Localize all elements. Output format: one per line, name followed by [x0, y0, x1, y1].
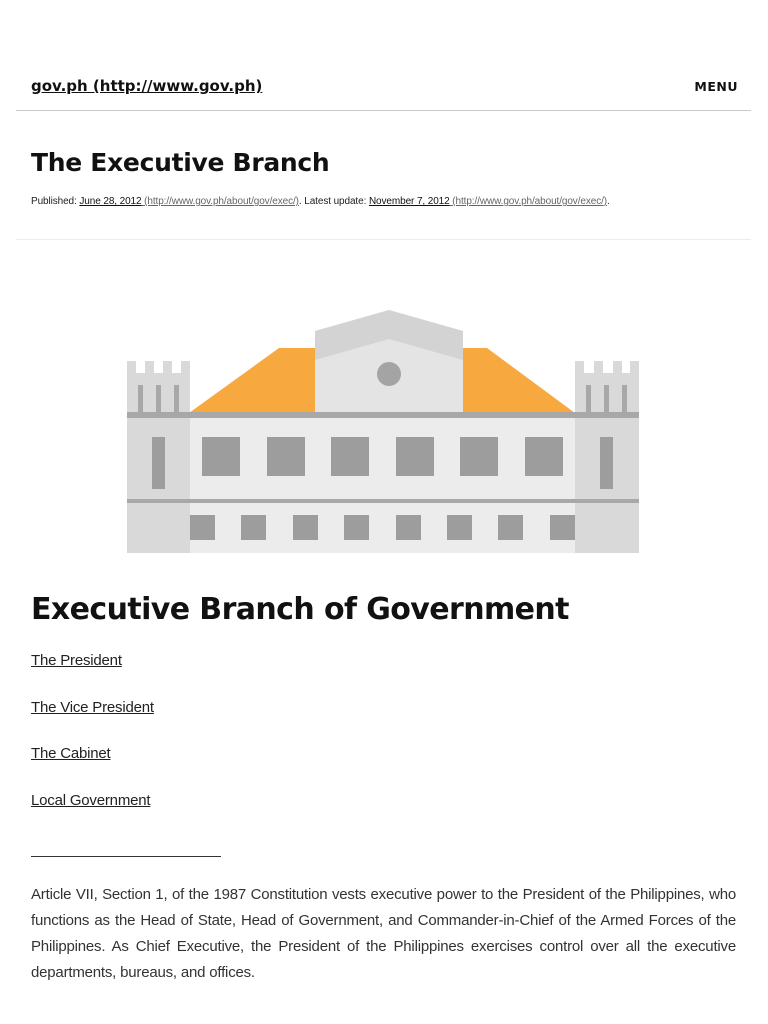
left-roof [189, 348, 315, 413]
link-local-government[interactable]: Local Government [31, 792, 151, 809]
link-the-vice-president[interactable]: The Vice President [31, 699, 154, 716]
pediment-window [377, 362, 401, 386]
lower-cornice [127, 499, 639, 503]
published-label: Published: [31, 196, 80, 207]
site-header [16, 0, 751, 111]
header-divider [16, 239, 751, 240]
upper-cornice [127, 412, 639, 418]
link-the-cabinet[interactable]: The Cabinet [31, 745, 111, 762]
published-url[interactable]: (http://www.gov.ph/about/gov/exec/) [141, 196, 299, 207]
publish-meta [31, 196, 610, 207]
section-title: Executive Branch of Government [31, 592, 569, 627]
meta-end: . [607, 196, 610, 207]
link-the-president[interactable]: The President [31, 652, 122, 669]
site-home-link[interactable]: gov.ph (http://www.gov.ph) [31, 77, 263, 95]
latest-update-date-link[interactable]: November 7, 2012 [368, 196, 450, 207]
latest-update-label: . Latest update: [298, 196, 369, 207]
published-date-link[interactable]: June 28, 2012 [79, 196, 142, 207]
government-building-icon [127, 309, 639, 555]
right-roof [463, 348, 575, 413]
menu-button[interactable]: MENU [694, 79, 738, 94]
latest-update-url[interactable]: (http://www.gov.ph/about/gov/exec/) [449, 196, 608, 207]
underscore-divider [31, 856, 221, 857]
article-paragraph: Article VII, Section 1, of the 1987 Constitution vests executive power to the President of the Philippines, who functions as the Head of State, Head of Government, and Commander-in-Chief of the Armed Forces of the Philippines. As Chief Executive, the President of the Philippines exercises control over all the executive departments, bureaus, and offices. [31, 886, 736, 981]
page-title: The Executive Branch [31, 148, 330, 177]
